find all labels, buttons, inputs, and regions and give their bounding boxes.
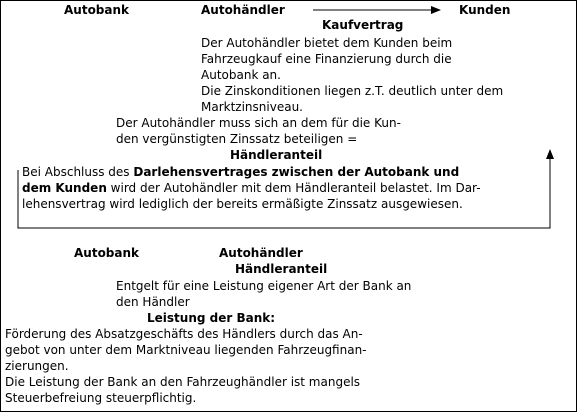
text-span-bold: dem Kunden <box>22 181 107 195</box>
text-line: gebot von unter dem Marktniveau liegenden Fahrzeugfinan- <box>5 343 367 357</box>
text-line: Die Zinskonditionen liegen z.T. deutlich unter dem <box>201 84 504 98</box>
text-span: Bei Abschluss des <box>22 165 134 179</box>
text-line: Der Autohändler muss sich an dem für die Kun- <box>116 116 401 130</box>
top-kunden-label: Kunden <box>459 3 511 17</box>
text-line: den Händler <box>116 295 190 309</box>
kaufvertrag-label: Kaufvertrag <box>322 18 404 32</box>
text-line: Autobank an. <box>201 68 281 82</box>
text-line: Marktzinsniveau. <box>201 100 303 114</box>
bottom-autohaendler-label: Autohändler <box>219 246 303 260</box>
abschluss-text <box>22 164 481 212</box>
text-line: lehensvertrag wird lediglich der bereits ermäßigte Zinssatz ausgewiesen. <box>22 197 463 211</box>
leistung-label: Leistung der Bank: <box>147 311 276 325</box>
text-line: Die Leistung der Bank an den Fahrzeughändler ist mangels <box>5 375 361 389</box>
text-span: wird der Autohändler mit dem Händleranteil belastet. Im Dar- <box>106 181 481 195</box>
foerderung-text <box>5 326 367 406</box>
beteiligung-text <box>116 115 401 147</box>
top-autohaendler-label: Autohändler <box>201 3 285 17</box>
text-line: Förderung des Absatzgeschäfts des Händlers durch das An- <box>5 327 363 341</box>
text-line: den vergünstigten Zinssatz beteiligen = <box>116 132 358 146</box>
kaufvertrag-text <box>201 35 503 115</box>
text-line: Entgelt für eine Leistung eigener Art der Bank an <box>116 279 412 293</box>
text-line: Steuerbefreiung steuerpflichtig. <box>5 391 197 405</box>
text-line: Der Autohändler bietet dem Kunden beim <box>201 36 453 50</box>
bottom-autobank-label: Autobank <box>74 246 140 260</box>
text-line: zierungen. <box>5 359 69 373</box>
top-haendleranteil-label: Händleranteil <box>230 148 323 162</box>
text-span-bold: Darlehensvertrages zwischen der Autobank und <box>133 165 460 179</box>
entgelt-text <box>116 278 411 310</box>
bottom-haendleranteil-label: Händleranteil <box>235 262 328 276</box>
top-autobank-label: Autobank <box>64 3 130 17</box>
text-line: Fahrzeugkauf eine Finanzierung durch die <box>201 52 452 66</box>
